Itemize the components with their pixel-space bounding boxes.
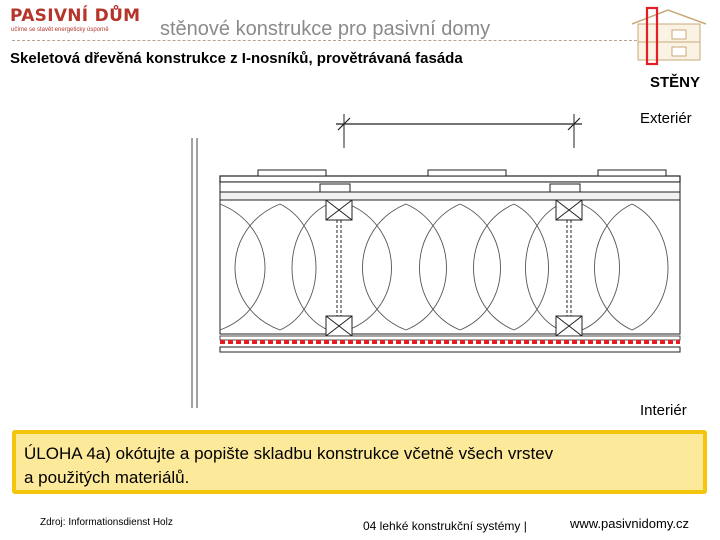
task-box — [12, 430, 707, 494]
dimension-line — [336, 114, 582, 148]
source-credit: Zdroj: Informationsdienst Holz — [40, 517, 173, 528]
wall-section-diagram — [170, 108, 690, 418]
battens-layer — [220, 182, 680, 192]
task-text-line1: ÚLOHA 4a) okótujte a popište skladbu konstrukce včetně všech vrstev — [24, 444, 554, 463]
insulation-layer — [220, 200, 680, 334]
vapour-barrier-layer — [220, 336, 680, 347]
task-text-line2: a použitých materiálů. — [24, 468, 190, 487]
interior-label: Interiér — [640, 402, 687, 419]
section-label: STĚNY — [650, 74, 701, 91]
interior-board-layer — [220, 347, 680, 352]
page-title: stěnové konstrukce pro pasivní domy — [160, 18, 491, 40]
fibreboard-layer — [220, 192, 680, 200]
house-section-icon — [628, 4, 710, 68]
logo-tagline: učíme se stavět energeticky úsporně — [11, 27, 109, 33]
exterior-label: Exteriér — [640, 110, 692, 127]
title-divider — [12, 40, 637, 41]
logo-text: PASIVNÍ DŮM — [10, 6, 141, 26]
footer-lecture: 04 lehké konstrukční systémy | — [363, 519, 527, 533]
page-subtitle: Skeletová dřevěná konstrukce z I-nosníků, provětrávaná fasáda — [10, 50, 463, 67]
section-cut-lines — [192, 138, 197, 408]
footer-website[interactable]: www.pasivnidomy.cz — [570, 516, 689, 531]
cladding-layer — [220, 170, 680, 182]
